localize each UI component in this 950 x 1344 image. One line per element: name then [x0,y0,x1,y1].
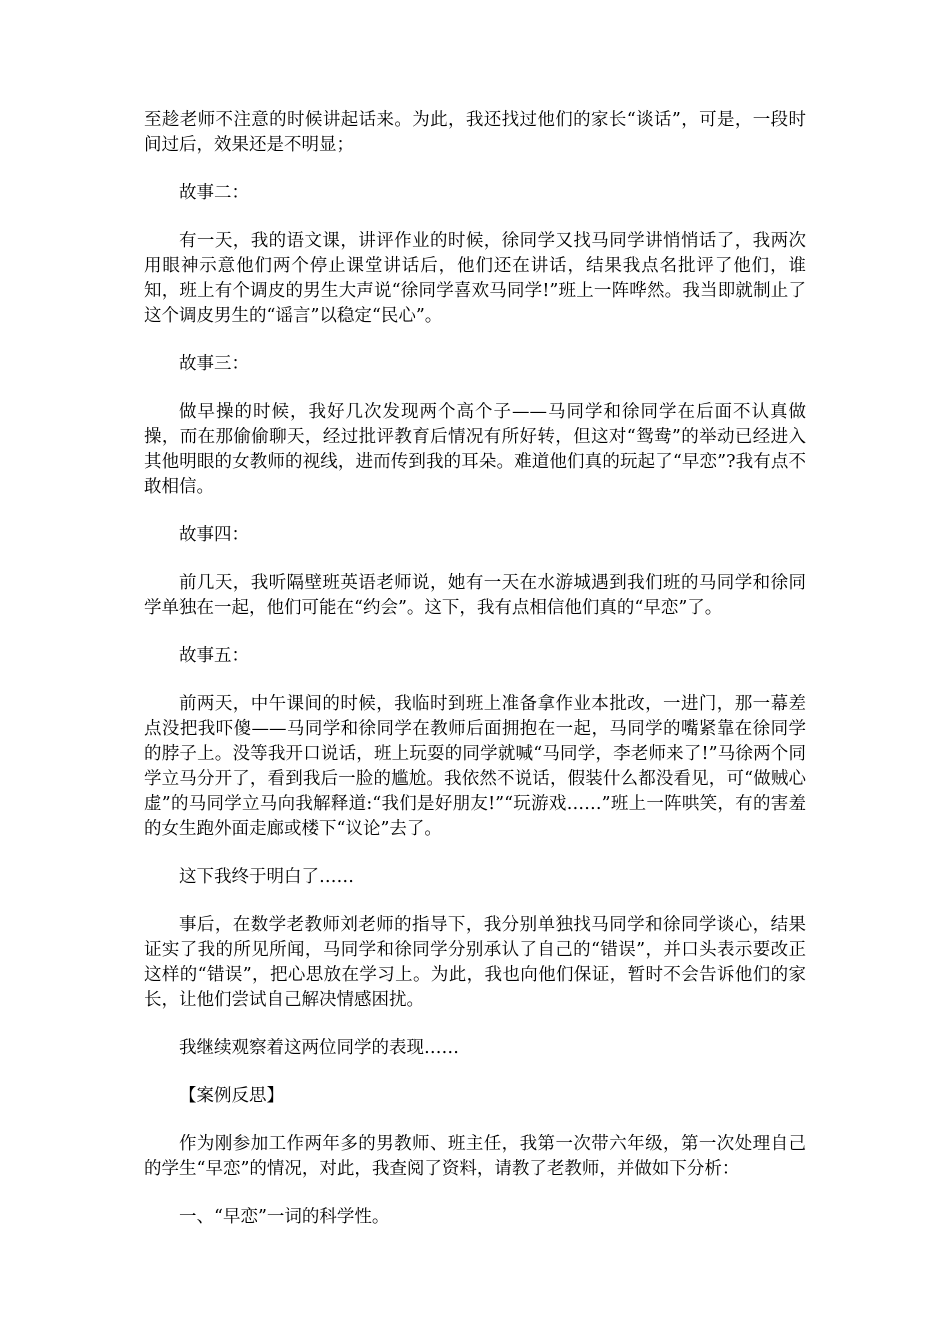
story-heading-5: 故事五： [179,646,249,666]
paragraph-reflection: 作为刚参加工作两年多的男教师、班主任，我第一次带六年级，第一次处理自己的学生“早恋”的情况，对此，我查阅了资料，请教了老教师，并做如下分析： [144,1134,806,1179]
paragraph-1: 至趁老师不注意的时候讲起话来。为此，我还找过他们的家长“谈话”，可是，一段时间过后，效果还是不明显； [144,110,806,155]
story-heading-3: 故事三： [179,354,249,374]
paragraph-afterwards: 事后，在数学老教师刘老师的指导下，我分别单独找马同学和徐同学谈心，结果证实了我的所见所闻，马同学和徐同学分别承认了自己的“错误”，并口头表示要改正这样的“错误”，把心思放在学习上。为此，我也向他们保证，暂时不会告诉他们的家长，让他们尝试自己解决情感困扰。 [144,915,806,1010]
section-heading-reflection: 【案例反思】 [179,1086,284,1106]
paragraph-story-3: 做早操的时候，我好几次发现两个高个子——马同学和徐同学在后面不认真做操，而在那偷偷聊天，经过批评教育后情况有所好转，但这对“鸳鸯”的举动已经进入其他明眼的女教师的视线，进而传到我的耳朵。难道他们真的玩起了“早恋”?我有点不敢相信。 [144,402,806,497]
paragraph-continue-observe: 我继续观察着这两位同学的表现…… [179,1038,459,1058]
paragraph-story-2: 有一天，我的语文课，讲评作业的时候，徐同学又找马同学讲悄悄话了，我两次用眼神示意他们两个停止课堂讲话后，他们还在讲话，结果我点名批评了他们，谁知，班上有个调皮的男生大声说“徐同学喜欢马同学!”班上一阵哗然。我当即就制止了这个调皮男生的“谣言”以稳定“民心”。 [144,231,806,326]
subheading-point-1: 一、“早恋”一词的科学性。 [179,1207,390,1227]
story-heading-2: 故事二： [179,183,249,203]
document-body [144,108,806,1230]
paragraph-story-5: 前两天，中午课间的时候，我临时到班上准备拿作业本批改，一进门，那一幕差点没把我吓傻——马同学和徐同学在教师后面拥抱在一起，马同学的嘴紧靠在徐同学的脖子上。没等我开口说话，班上玩耍的同学就喊“马同学，李老师来了!”马徐两个同学立马分开了，看到我后一脸的尴尬。我依然不说话，假装什么都没看见，可“做贼心虚”的马同学立马向我解释道:“我们是好朋友!”“玩游戏……”班上一阵哄笑，有的害羞的女生跑外面走廊或楼下“议论”去了。 [144,694,806,839]
paragraph-story-4: 前几天，我听隔壁班英语老师说，她有一天在水游城遇到我们班的马同学和徐同学单独在一起，他们可能在“约会”。这下，我有点相信他们真的“早恋”了。 [144,573,806,618]
story-heading-4: 故事四： [179,525,249,545]
paragraph-realization: 这下我终于明白了…… [179,867,354,887]
